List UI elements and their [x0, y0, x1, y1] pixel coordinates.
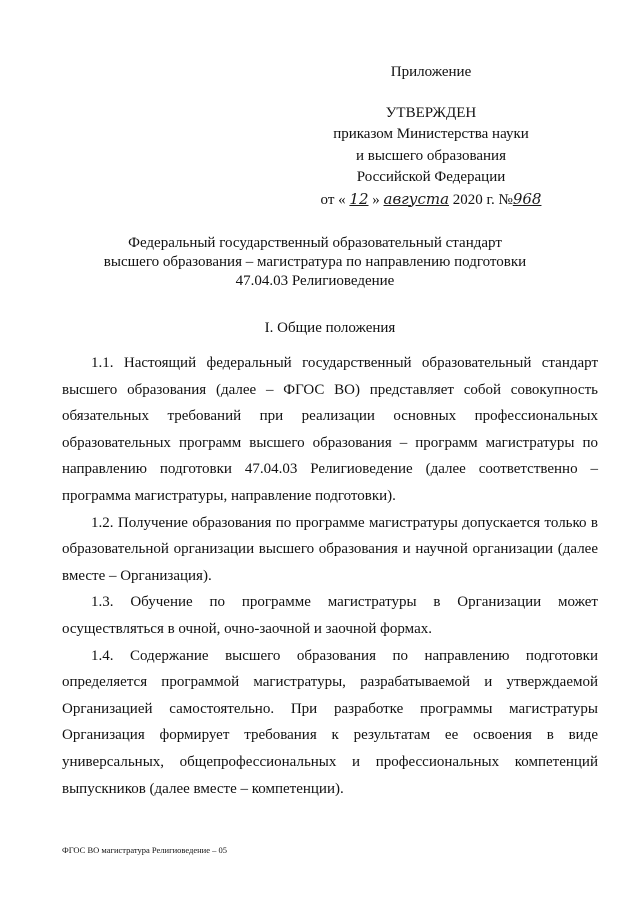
paragraph-1-2: 1.2. Получение образования по программе магистратуры допускается только в образовательной организации высшего образования и научной организации (далее вместе – Организация). — [62, 514, 598, 584]
order-month: августа — [383, 189, 450, 208]
order-day: 12 — [349, 189, 369, 208]
approval-block — [300, 62, 562, 211]
approval-line-2: и высшего образования — [356, 147, 506, 164]
date-prefix: от « — [320, 191, 346, 208]
order-number: 968 — [512, 189, 542, 208]
appendix-label: Приложение — [390, 64, 472, 80]
paragraph-1-3: 1.3. Обучение по программе магистратуры в Организации может осуществляться в очной, очно-заочной и заочной формах. — [62, 594, 598, 637]
page-footer: ФГОС ВО магистратура Религиоведение – 05 — [62, 845, 227, 855]
approved-label: УТВЕРЖДЕН — [385, 104, 477, 121]
order-date-line — [300, 189, 562, 212]
paragraph-1-1: 1.1. Настоящий федеральный государственный образовательный стандарт высшего образования (далее – ФГОС ВО) представляет собой совокупность обязательных требований при реализации основных профессиональных образовательных программ высшего образования – программ магистратуры по направлению подготовки 47.04.03 Религиоведение (далее соответственно – программа магистратуры, направление подготовки). — [62, 355, 598, 504]
title-line-2: высшего образования – магистратура по направлению подготовки — [103, 254, 527, 270]
approval-line-3: Российской Федерации — [356, 169, 506, 185]
title-line-1: Федеральный государственный образовательный стандарт — [128, 235, 502, 251]
title-line-3: 47.04.03 Религиоведение — [235, 273, 395, 289]
section-heading: I. Общие положения — [264, 320, 396, 336]
section-body — [62, 350, 598, 802]
paragraph-1-4: 1.4. Содержание высшего образования по направлению подготовки определяется программой магистратуры, разрабатываемой и утверждаемой Организацией самостоятельно. При разработке программы магистратуры Организация формирует требования к результатам ее освоения в виде универсальных, общепрофессиональных и профессиональных компетенций выпускников (далее вместе – компетенции). — [62, 647, 598, 797]
approval-line-1: приказом Министерства науки — [333, 126, 529, 142]
document-title — [80, 234, 550, 291]
order-year: 2020 г. № — [452, 191, 513, 208]
date-separator: » — [372, 191, 380, 208]
